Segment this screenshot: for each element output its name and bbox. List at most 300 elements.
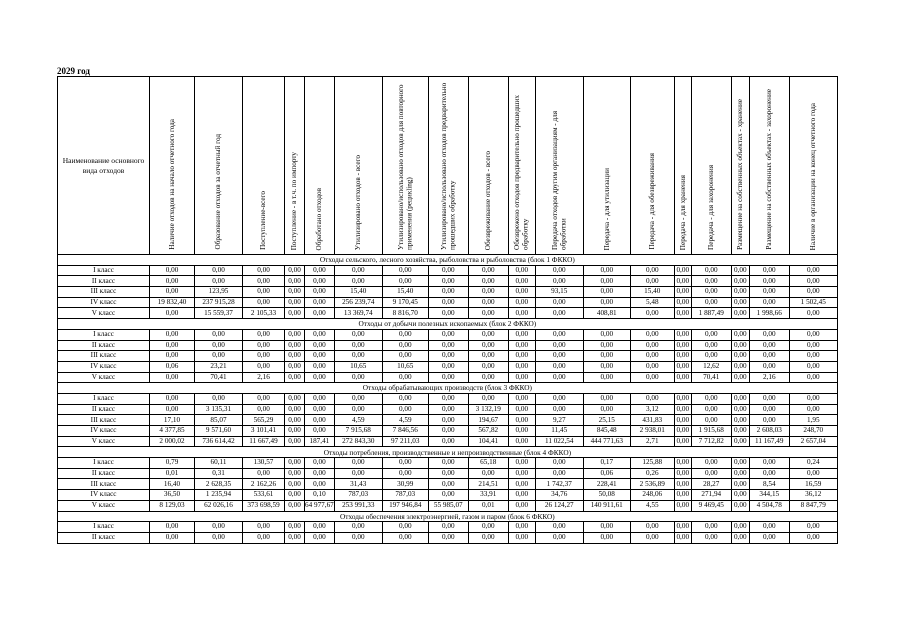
table-cell: 0,00 [789, 287, 837, 298]
table-row [58, 404, 838, 415]
table-cell: 0,00 [749, 458, 789, 469]
row-label: V класс [58, 308, 150, 319]
row-label: II класс [58, 404, 150, 415]
table-cell: 0,00 [691, 522, 731, 533]
table-cell: 0,00 [731, 372, 749, 383]
table-cell: 0,00 [630, 276, 674, 287]
table-cell: 0,79 [150, 458, 195, 469]
table-cell: 0,00 [334, 458, 382, 469]
table-row [58, 287, 838, 298]
table-cell: 36,50 [150, 490, 195, 501]
table-cell: 0,00 [285, 532, 305, 543]
table-cell: 0,00 [334, 329, 382, 340]
column-header-label: Утилизировано/использовано отходов предварительно прошедших обработку [439, 82, 457, 250]
table-cell: 0,00 [630, 532, 674, 543]
section-title: Отходы обрабатывающих производств (блок 3 ФККО) [58, 383, 838, 394]
table-row [58, 415, 838, 426]
table-cell: 0,00 [691, 532, 731, 543]
column-header-14 [674, 77, 691, 255]
table-cell: 431,83 [630, 415, 674, 426]
table-cell: 0,00 [285, 404, 305, 415]
table-cell: 2 105,33 [243, 308, 285, 319]
row-label: IV класс [58, 361, 150, 372]
table-cell: 0,00 [789, 372, 837, 383]
table-cell: 0,00 [691, 297, 731, 308]
table-cell: 0,00 [150, 532, 195, 543]
table-row [58, 265, 838, 276]
table-cell: 0,00 [535, 265, 583, 276]
row-label: I класс [58, 329, 150, 340]
table-cell: 4,59 [382, 415, 428, 426]
table-cell: 2 536,89 [630, 479, 674, 490]
table-cell: 0,00 [535, 532, 583, 543]
table-cell: 272 843,30 [334, 436, 382, 447]
table-cell: 0,00 [674, 404, 691, 415]
table-cell: 0,00 [508, 276, 535, 287]
table-cell: 0,00 [428, 361, 468, 372]
table-cell: 0,00 [789, 265, 837, 276]
table-cell: 1,95 [789, 415, 837, 426]
table-cell: 0,00 [305, 297, 335, 308]
table-cell: 0,00 [508, 458, 535, 469]
table-cell: 0,00 [630, 372, 674, 383]
table-cell: 0,00 [195, 329, 243, 340]
table-cell: 0,00 [731, 265, 749, 276]
table-cell: 0,00 [583, 276, 630, 287]
table-cell: 0,00 [630, 308, 674, 319]
table-cell: 0,00 [749, 265, 789, 276]
table-cell: 0,00 [674, 351, 691, 362]
table-cell: 0,00 [468, 308, 508, 319]
table-cell: 0,00 [334, 393, 382, 404]
table-cell: 0,00 [428, 458, 468, 469]
table-row [58, 308, 838, 319]
column-header-label: Утилизировано/использовано отходов для повторного применения (рецикling) [396, 84, 414, 250]
column-header-label: Обезврежено отходов предварительно прошедших обработку [513, 95, 530, 250]
table-cell: 0,26 [630, 468, 674, 479]
row-label: I класс [58, 522, 150, 533]
table-cell: 0,00 [674, 372, 691, 383]
table-cell: 0,00 [382, 404, 428, 415]
table-cell: 0,00 [428, 297, 468, 308]
table-cell: 194,67 [468, 415, 508, 426]
column-header-2 [195, 77, 243, 255]
table-cell: 0,00 [535, 276, 583, 287]
table-cell: 0,00 [674, 415, 691, 426]
table-cell: 0,00 [674, 329, 691, 340]
table-cell: 123,95 [195, 287, 243, 298]
table-cell: 214,51 [468, 479, 508, 490]
table-cell: 0,00 [674, 287, 691, 298]
table-cell: 0,00 [508, 479, 535, 490]
table-cell: 0,00 [305, 265, 335, 276]
table-cell: 0,00 [382, 265, 428, 276]
column-header-6 [334, 77, 382, 255]
table-cell: 13 369,74 [334, 308, 382, 319]
table-cell: 0,00 [243, 468, 285, 479]
table-cell: 0,00 [789, 351, 837, 362]
table-cell: 271,94 [691, 490, 731, 501]
table-cell: 0,00 [305, 532, 335, 543]
table-cell: 0,00 [285, 372, 305, 383]
table-cell: 0,00 [674, 458, 691, 469]
table-cell: 11,45 [535, 426, 583, 437]
table-cell: 0,00 [674, 308, 691, 319]
table-cell: 0,00 [150, 308, 195, 319]
table-row [58, 361, 838, 372]
table-cell: 0,00 [731, 276, 749, 287]
table-cell: 0,00 [334, 532, 382, 543]
table-cell: 408,81 [583, 308, 630, 319]
table-cell: 0,00 [583, 393, 630, 404]
table-cell: 0,00 [630, 351, 674, 362]
table-cell: 0,00 [691, 276, 731, 287]
table-cell: 0,00 [630, 361, 674, 372]
table-cell: 248,70 [789, 426, 837, 437]
table-cell: 0,00 [428, 393, 468, 404]
table-cell: 5,48 [630, 297, 674, 308]
table-cell: 0,00 [508, 426, 535, 437]
table-cell: 0,00 [428, 479, 468, 490]
table-cell: 2 000,02 [150, 436, 195, 447]
table-cell: 0,00 [334, 265, 382, 276]
section-row [58, 447, 838, 458]
table-cell: 0,00 [731, 404, 749, 415]
table-cell: 0,10 [305, 490, 335, 501]
table-cell: 0,00 [674, 276, 691, 287]
table-cell: 0,00 [243, 351, 285, 362]
table-cell: 0,00 [674, 532, 691, 543]
table-cell: 16,40 [150, 479, 195, 490]
table-cell: 0,00 [691, 351, 731, 362]
table-cell: 0,00 [195, 532, 243, 543]
table-cell: 0,00 [285, 340, 305, 351]
table-body [58, 255, 838, 544]
column-header-label: Передача - для утилизации [602, 167, 611, 250]
section-title: Отходы обеспечения электроэнергией, газом и паром (блок 6 ФККО) [58, 511, 838, 522]
table-cell: 0,00 [731, 490, 749, 501]
table-cell: 15,40 [334, 287, 382, 298]
table-cell: 10,65 [382, 361, 428, 372]
table-cell: 3 135,31 [195, 404, 243, 415]
table-cell: 7 915,68 [334, 426, 382, 437]
table-cell: 0,00 [583, 404, 630, 415]
table-cell: 0,01 [150, 468, 195, 479]
section-row [58, 511, 838, 522]
row-label: II класс [58, 532, 150, 543]
table-cell: 3 132,19 [468, 404, 508, 415]
column-header-4 [285, 77, 305, 255]
table-cell: 0,00 [731, 468, 749, 479]
table-cell: 0,00 [535, 308, 583, 319]
column-header-label: Обезвреживание отходов - всего [484, 150, 493, 250]
table-cell: 0,00 [508, 265, 535, 276]
table-cell: 0,00 [630, 329, 674, 340]
column-header-label: Передача отходов другим организациям - для обработки [550, 110, 568, 250]
table-cell: 7 846,56 [382, 426, 428, 437]
row-label: III класс [58, 479, 150, 490]
section-title: Отходы сельского, лесного хозяйства, рыболовства и рыболовства (блок 1 ФККО) [58, 255, 838, 266]
table-cell: 0,00 [428, 436, 468, 447]
table-cell: 0,00 [731, 351, 749, 362]
table-cell: 3 101,41 [243, 426, 285, 437]
table-cell: 0,00 [150, 522, 195, 533]
table-cell: 0,00 [691, 329, 731, 340]
table-cell: 4,55 [630, 500, 674, 511]
column-header-label: Поступление-всего [259, 191, 268, 250]
table-cell: 0,00 [334, 404, 382, 415]
table-cell: 0,00 [382, 532, 428, 543]
table-cell: 36,12 [789, 490, 837, 501]
table-cell: 256 239,74 [334, 297, 382, 308]
table-cell: 0,00 [285, 500, 305, 511]
table-cell: 0,00 [789, 329, 837, 340]
table-cell: 0,00 [243, 340, 285, 351]
table-cell: 0,00 [382, 372, 428, 383]
row-label: III класс [58, 351, 150, 362]
section-title: Отходы от добычи полезных ископаемых (блок 2 ФККО) [58, 319, 838, 330]
table-cell: 0,00 [691, 265, 731, 276]
table-cell: 0,00 [789, 522, 837, 533]
column-header-18 [789, 77, 837, 255]
table-cell: 0,00 [731, 361, 749, 372]
table-row [58, 426, 838, 437]
row-label: II класс [58, 340, 150, 351]
table-cell: 1 502,45 [789, 297, 837, 308]
table-cell: 0,00 [150, 404, 195, 415]
table-cell: 0,00 [691, 468, 731, 479]
table-cell: 0,00 [731, 500, 749, 511]
table-cell: 0,00 [583, 329, 630, 340]
table-cell: 0,00 [691, 458, 731, 469]
table-cell: 0,00 [195, 522, 243, 533]
column-header-label: Наличие отходов на начало отчетного года [167, 119, 176, 250]
table-cell: 344,15 [749, 490, 789, 501]
table-cell: 0,00 [468, 351, 508, 362]
table-cell: 0,00 [305, 276, 335, 287]
table-cell: 60,11 [195, 458, 243, 469]
table-cell: 0,00 [285, 265, 305, 276]
table-cell: 0,00 [749, 361, 789, 372]
table-row [58, 297, 838, 308]
row-label: V класс [58, 436, 150, 447]
table-row [58, 276, 838, 287]
table-cell: 0,00 [428, 351, 468, 362]
table-cell: 248,06 [630, 490, 674, 501]
table-cell: 0,00 [243, 532, 285, 543]
column-header-8 [428, 77, 468, 255]
table-row [58, 372, 838, 383]
table-cell: 0,00 [731, 436, 749, 447]
table-cell: 0,00 [535, 404, 583, 415]
table-cell: 0,00 [468, 468, 508, 479]
table-cell: 0,00 [731, 329, 749, 340]
header-row [58, 77, 838, 255]
table-cell: 0,00 [749, 297, 789, 308]
table-cell: 0,00 [305, 329, 335, 340]
table-cell: 31,43 [334, 479, 382, 490]
table-cell: 0,00 [749, 329, 789, 340]
table-cell: 0,00 [508, 308, 535, 319]
table-cell: 0,00 [334, 372, 382, 383]
table-cell: 0,00 [150, 276, 195, 287]
column-header-label: Размещение на собственных объектах - захоронение [765, 89, 774, 250]
table-cell: 0,00 [305, 479, 335, 490]
row-label: I класс [58, 265, 150, 276]
table-cell: 34,76 [535, 490, 583, 501]
table-cell: 0,00 [731, 426, 749, 437]
table-cell: 0,00 [428, 468, 468, 479]
table-cell: 2,16 [749, 372, 789, 383]
table-cell: 0,00 [150, 340, 195, 351]
table-cell: 0,00 [468, 372, 508, 383]
table-cell: 0,00 [334, 351, 382, 362]
table-cell: 0,00 [583, 297, 630, 308]
table-cell: 0,00 [382, 458, 428, 469]
table-cell: 0,00 [468, 329, 508, 340]
table-cell: 0,00 [305, 458, 335, 469]
table-cell: 70,41 [195, 372, 243, 383]
table-cell: 0,06 [150, 361, 195, 372]
table-cell: 0,00 [749, 415, 789, 426]
table-row [58, 522, 838, 533]
table-cell: 0,00 [508, 351, 535, 362]
column-header-15 [691, 77, 731, 255]
table-cell: 0,00 [535, 372, 583, 383]
table-cell: 0,00 [691, 287, 731, 298]
table-cell: 187,41 [305, 436, 335, 447]
table-cell: 0,00 [508, 468, 535, 479]
table-cell: 11 167,49 [749, 436, 789, 447]
table-cell: 0,00 [508, 490, 535, 501]
table-cell: 0,00 [508, 404, 535, 415]
table-row [58, 436, 838, 447]
table-cell: 0,00 [674, 426, 691, 437]
table-cell: 0,00 [243, 329, 285, 340]
column-header-label: Поступление - в т.ч. по импорту [290, 151, 299, 250]
column-header-10 [508, 77, 535, 255]
table-cell: 0,00 [731, 415, 749, 426]
table-cell: 0,00 [749, 393, 789, 404]
table-cell: 64 977,67 [305, 501, 334, 510]
table-cell: 0,00 [789, 308, 837, 319]
column-header-3 [243, 77, 285, 255]
table-cell: 0,00 [428, 490, 468, 501]
table-cell: 0,00 [508, 415, 535, 426]
table-cell: 8 847,79 [789, 500, 837, 511]
table-cell: 4,59 [334, 415, 382, 426]
table-cell: 0,00 [305, 308, 335, 319]
column-header-5 [305, 77, 335, 255]
table-cell: 93,15 [535, 287, 583, 298]
table-row [58, 458, 838, 469]
table-cell: 23,21 [195, 361, 243, 372]
table-cell: 30,99 [382, 479, 428, 490]
table-cell: 0,00 [535, 393, 583, 404]
table-cell: 0,00 [195, 265, 243, 276]
column-header-9 [468, 77, 508, 255]
table-cell: 0,00 [583, 361, 630, 372]
row-label: I класс [58, 393, 150, 404]
table-cell: 0,00 [285, 490, 305, 501]
table-cell: 4 504,78 [749, 500, 789, 511]
table-cell: 0,00 [195, 340, 243, 351]
table-cell: 0,00 [285, 393, 305, 404]
table-cell: 0,00 [305, 522, 335, 533]
table-cell: 0,00 [535, 329, 583, 340]
table-cell: 2,16 [243, 372, 285, 383]
table-cell: 0,00 [428, 276, 468, 287]
table-cell: 0,00 [468, 522, 508, 533]
table-cell: 0,00 [508, 361, 535, 372]
table-cell: 0,00 [535, 297, 583, 308]
table-cell: 0,00 [508, 532, 535, 543]
table-cell: 0,00 [285, 458, 305, 469]
table-cell: 15,40 [630, 287, 674, 298]
table-cell: 0,00 [789, 276, 837, 287]
table-cell: 0,00 [243, 404, 285, 415]
table-cell: 0,00 [674, 522, 691, 533]
row-label: IV класс [58, 426, 150, 437]
table-cell: 16,59 [789, 479, 837, 490]
table-cell: 0,00 [382, 468, 428, 479]
table-cell: 0,00 [691, 415, 731, 426]
table-row [58, 340, 838, 351]
table-cell: 0,00 [731, 458, 749, 469]
table-cell: 0,00 [630, 340, 674, 351]
table-cell: 0,00 [630, 265, 674, 276]
table-cell: 0,00 [508, 372, 535, 383]
table-cell: 0,00 [508, 329, 535, 340]
table-cell: 62 026,16 [195, 500, 243, 511]
table-cell: 17,10 [150, 415, 195, 426]
table-cell: 0,00 [468, 393, 508, 404]
table-cell: 0,00 [508, 287, 535, 298]
table-cell: 0,00 [150, 372, 195, 383]
table-cell: 787,03 [382, 490, 428, 501]
table-cell: 0,00 [691, 393, 731, 404]
table-cell: 8 816,70 [382, 308, 428, 319]
table-cell: 0,00 [508, 393, 535, 404]
table-cell: 2 608,03 [749, 426, 789, 437]
table-cell: 0,00 [285, 468, 305, 479]
table-cell: 125,88 [630, 458, 674, 469]
table-cell: 0,00 [305, 415, 335, 426]
table-cell: 4 377,85 [150, 426, 195, 437]
table-cell: 97 211,03 [382, 436, 428, 447]
table-cell: 0,00 [508, 436, 535, 447]
table-cell: 130,57 [243, 458, 285, 469]
table-cell: 0,00 [583, 532, 630, 543]
table-cell: 0,00 [674, 265, 691, 276]
table-cell: 0,00 [535, 361, 583, 372]
table-cell: 0,00 [674, 340, 691, 351]
table-cell: 0,06 [583, 468, 630, 479]
column-header-17 [749, 77, 789, 255]
table-cell: 0,00 [243, 361, 285, 372]
table-cell: 237 915,28 [195, 297, 243, 308]
table-row [58, 393, 838, 404]
table-cell: 0,00 [305, 361, 335, 372]
column-header-label: Утилизировано отходов - всего [354, 154, 363, 250]
table-cell: 33,91 [468, 490, 508, 501]
table-cell: 11 022,54 [535, 436, 583, 447]
table-cell: 0,00 [789, 340, 837, 351]
table-cell: 0,00 [749, 340, 789, 351]
table-cell: 1 915,68 [691, 426, 731, 437]
table-cell: 0,00 [468, 287, 508, 298]
table-cell: 0,00 [630, 393, 674, 404]
